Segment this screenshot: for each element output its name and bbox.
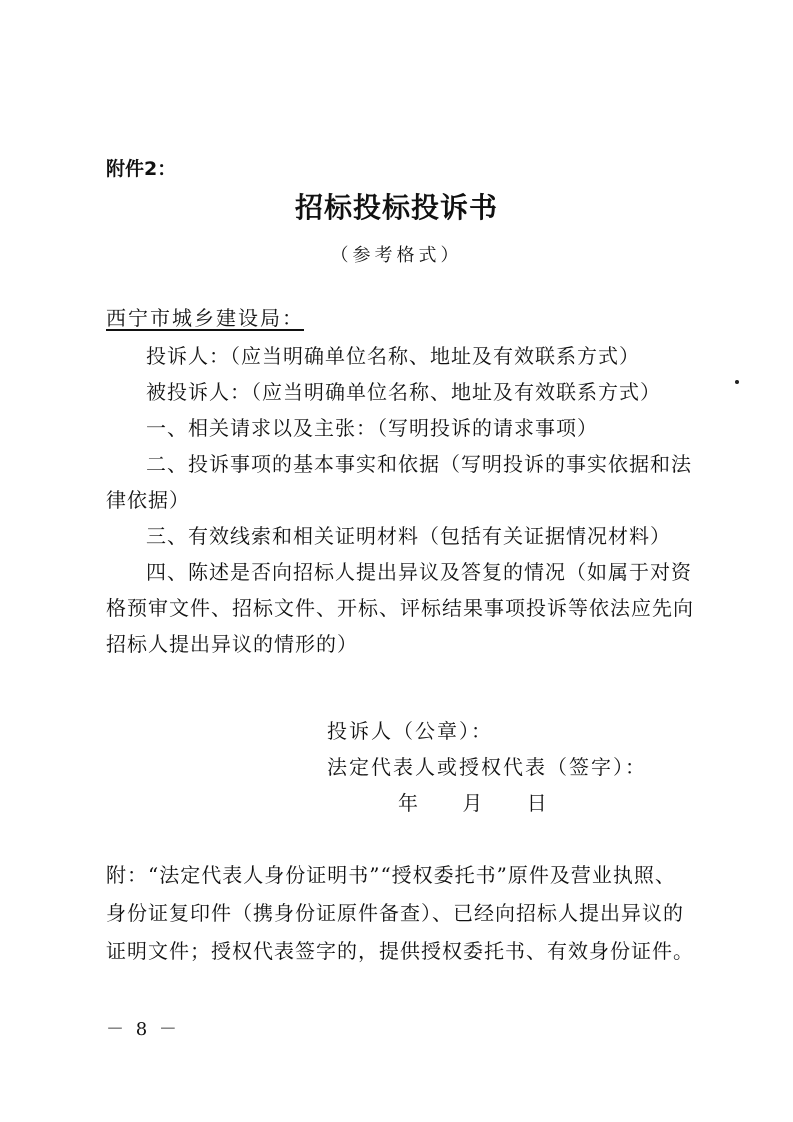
body-paragraphs [106,338,696,662]
paragraph-complainant: 投诉人：（应当明确单位名称、地址及有效联系方式） [146,344,640,368]
document-title: 招标投标投诉书 [294,191,498,224]
appendix-note: 附：“法定代表人身份证明书”“授权委托书”原件及营业执照、身份证复印件（携身份证原件备查）、已经向招标人提出异议的证明文件；授权代表签字的，提供授权委托书、有效身份证件。 [106,863,694,963]
complainant-seal-line: 投诉人（公章）： [327,719,493,743]
page-number: － 8 － [106,1019,180,1040]
paragraph-evidence: 三、有效线索和相关证明材料（包括有关证据情况材料） [146,524,671,548]
date-line: 年 月 日 [398,791,553,815]
legal-rep-sign-line: 法定代表人或授权代表（签字）： [327,755,647,779]
document-subtitle: （参考格式） [330,245,463,266]
attachment-label: 附件2： [106,158,177,180]
paragraph-facts: 二、投诉事项的基本事实和依据（写明投诉的事实依据和法律依据） [106,452,692,512]
recipient-line: 西宁市城乡建设局： [106,306,304,330]
paragraph-respondent: 被投诉人：（应当明确单位名称、地址及有效联系方式） [146,380,661,404]
paragraph-objection: 四、陈述是否向招标人提出异议及答复的情况（如属于对资格预审文件、招标文件、开标、评标结果事项投诉等依法应先向招标人提出异议的情形的） [106,560,694,656]
scan-speck [735,380,739,384]
paragraph-requests: 一、相关请求以及主张：（写明投诉的请求事项） [146,416,598,440]
